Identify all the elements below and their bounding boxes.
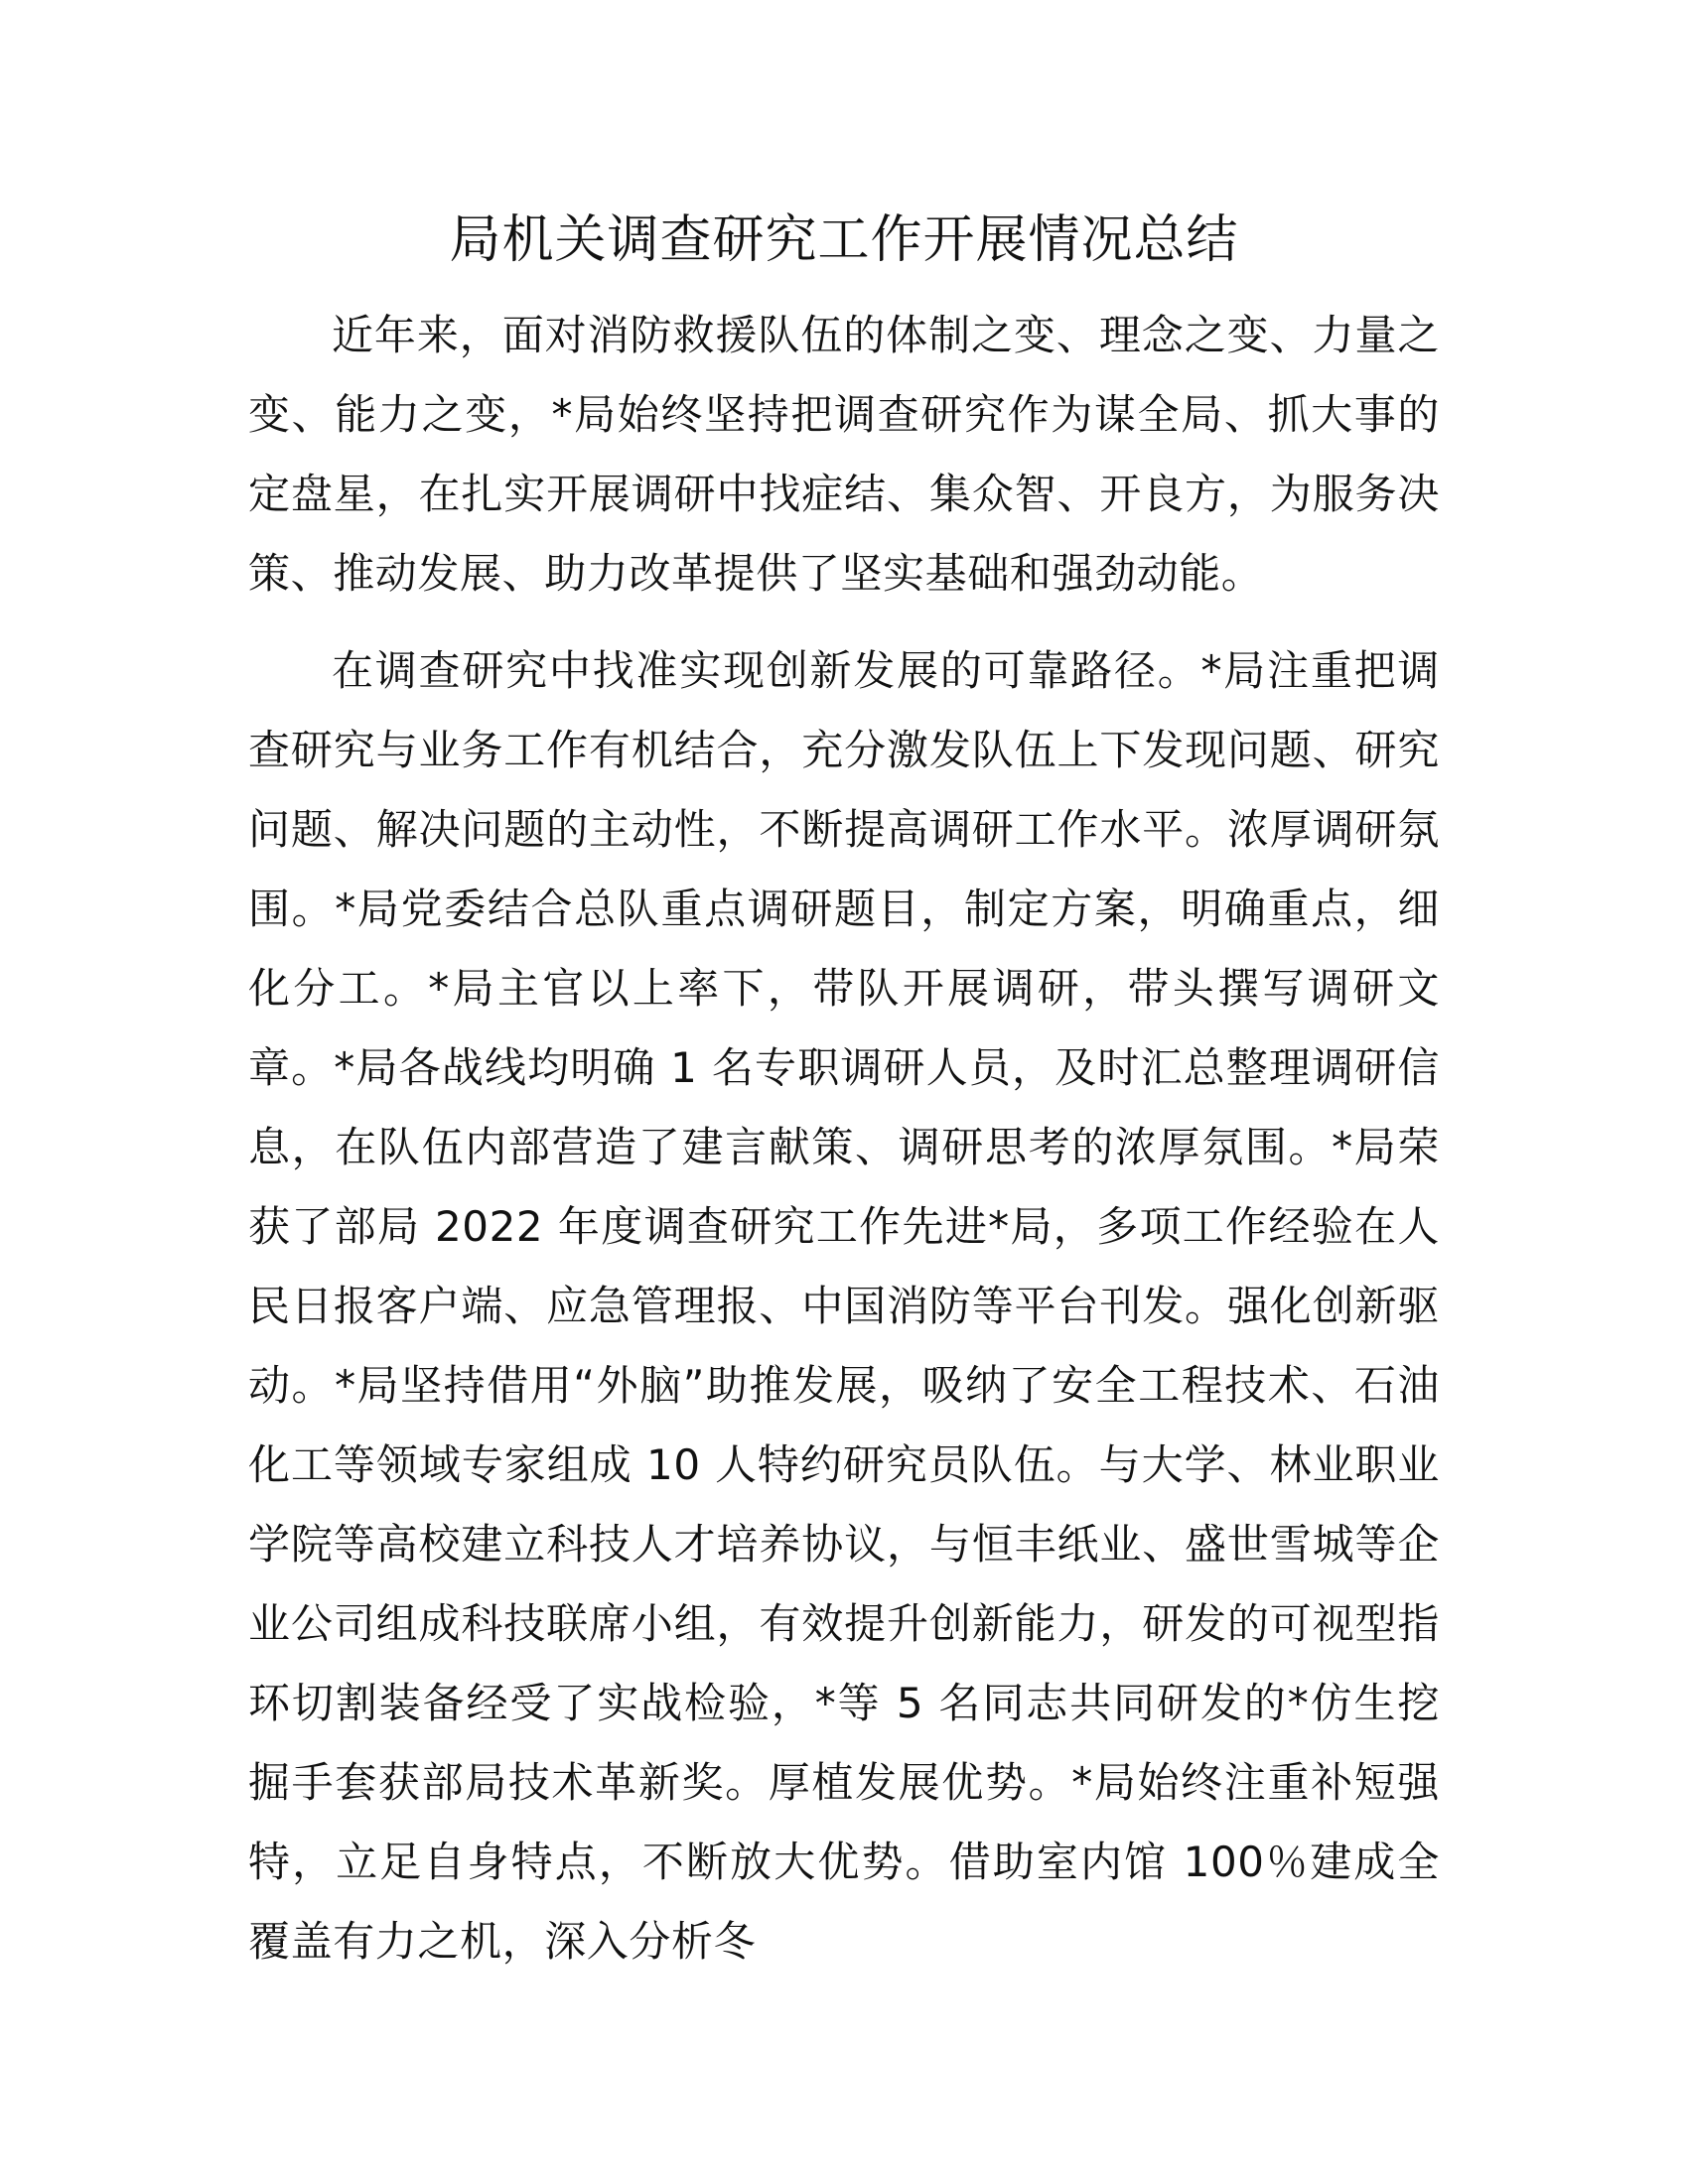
document-body [248,296,1440,1981]
document-title: 局机关调查研究工作开展情况总结 [449,210,1239,270]
paragraph-innovation: 在调查研究中找准实现创新发展的可靠路径。*局注重把调查研究与业务工作有机结合，充分激发队伍上下发现问题、研究问题、解决问题的主动性，不断提高调研工作水平。浓厚调研氛围。*局党委结合总队重点调研题目，制定方案，明确重点，细化分工。*局主官以上率下，带队开展调研，带头撰写调研文章。*局各战线均明确 1 名专职调研人员，及时汇总整理调研信息，在队伍内部营造了建言献策、调研思考的浓厚氛围。*局荣获了部局 2022 年度调查研究工作先进*局，多项工作经验在人民日报客户端、应急管理报、中国消防等平台刊发。强化创新驱动。*局坚持借用“外脑”助推发展，吸纳了安全工程技术、石油化工等领域专家组成 10 人特约研究员队伍。与大学、林业职业学院等高校建立科技人才培养协议，与恒丰纸业、盛世雪城等企业公司组成科技联席小组，有效提升创新能力，研发的可视型指环切割装备经受了实战检验，*等 5 名同志共同研发的*仿生挖掘手套获部局技术革新奖。厚植发展优势。*局始终注重补短强特，立足自身特点，不断放大优势。借助室内馆 100％建成全覆盖有力之机，深入分析冬 [248,646,1440,1966]
paragraph-intro: 近年来，面对消防救援队伍的体制之变、理念之变、力量之变、能力之变，*局始终坚持把调查研究作为谋全局、抓大事的定盘星，在扎实开展调研中找症结、集众智、开良方，为服务决策、推动发展、助力改革提供了坚实基础和强劲动能。 [248,311,1440,598]
